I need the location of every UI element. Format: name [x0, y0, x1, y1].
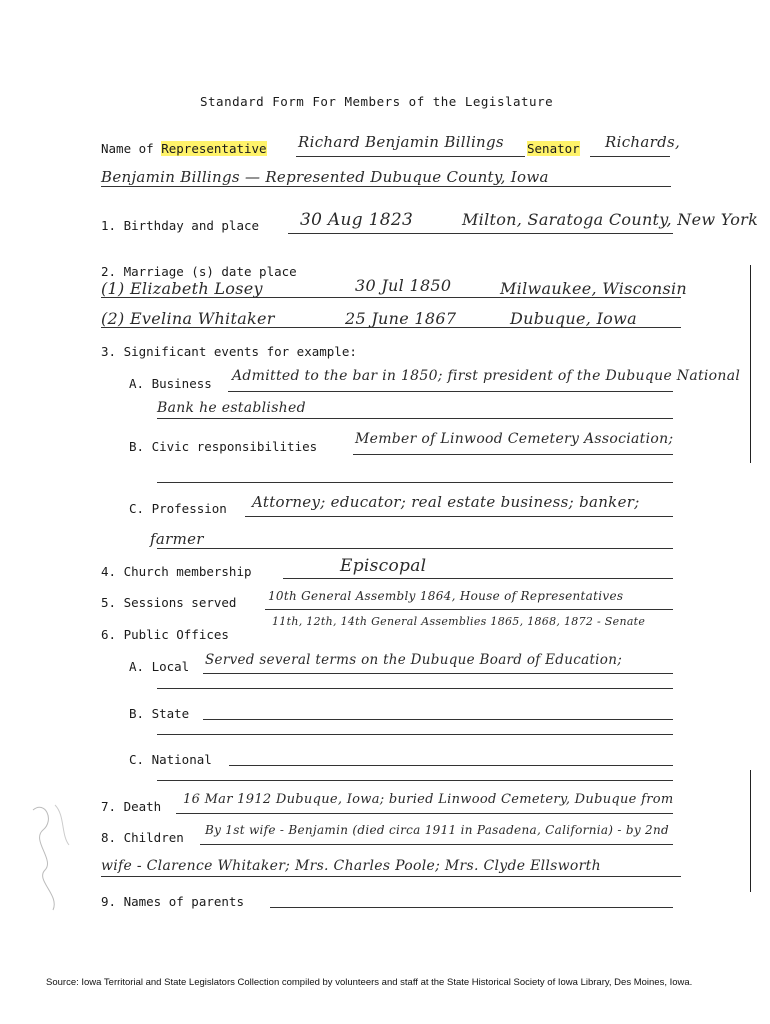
parents-label: 9. Names of parents	[101, 894, 244, 909]
name-underline-2	[101, 186, 671, 187]
marriage-1-place: Milwaukee, Wisconsin	[500, 279, 687, 298]
birthday-date: 30 Aug 1823	[300, 210, 414, 230]
parents-underline	[270, 907, 673, 908]
marriage-2-spouse: (2) Evelina Whitaker	[101, 309, 275, 328]
marriage-2-date: 25 June 1867	[345, 309, 457, 328]
profession-value-line1: Attorney; educator; real estate business; banker;	[252, 493, 640, 511]
local-label: A. Local	[129, 659, 190, 674]
marriage-1-date: 30 Jul 1850	[355, 276, 452, 295]
church-value: Episcopal	[340, 556, 427, 576]
margin-bar-top	[750, 265, 751, 463]
birthday-underline	[288, 233, 673, 234]
marriage-label: 2. Marriage (s) date place	[101, 264, 297, 279]
profession-label: C. Profession	[129, 501, 227, 516]
sessions-underline	[265, 609, 673, 610]
children-value-line1: By 1st wife - Benjamin (died circa 1911 in Pasadena, California) - by 2nd	[205, 823, 669, 837]
civic-value: Member of Linwood Cemetery Association;	[355, 431, 674, 447]
name-underline-1	[296, 156, 525, 157]
name-value-line1b: Richards,	[605, 133, 681, 151]
form-title: Standard Form For Members of the Legislature	[200, 94, 554, 109]
sessions-value-line1: 10th General Assembly 1864, House of Representatives	[268, 589, 624, 603]
business-value-line1: Admitted to the bar in 1850; first president of the Dubuque National	[232, 368, 741, 384]
civic-label: B. Civic responsibilities	[129, 439, 318, 454]
marriage-underline-1	[101, 297, 681, 298]
marriage-2-place: Dubuque, Iowa	[510, 309, 637, 328]
local-underline-2	[157, 688, 673, 689]
margin-bar-bottom	[750, 770, 751, 892]
sessions-value-line2: 11th, 12th, 14th General Assemblies 1865, 1868, 1872 - Senate	[272, 615, 646, 628]
birthday-label: 1. Birthday and place	[101, 218, 260, 233]
church-label: 4. Church membership	[101, 564, 252, 579]
profession-value-line2: farmer	[150, 530, 204, 548]
profession-underline-1	[245, 516, 673, 517]
name-underline-1b	[590, 156, 670, 157]
business-underline-1	[228, 391, 673, 392]
offices-label: 6. Public Offices	[101, 627, 229, 642]
children-label: 8. Children	[101, 830, 184, 845]
national-label: C. National	[129, 752, 212, 767]
birthday-place: Milton, Saratoga County, New York	[462, 210, 759, 229]
source-citation: Source: Iowa Territorial and State Legislators Collection compiled by volunteers and staff at the State Historical Society of Iowa Library, Des Moines, Iowa.	[46, 977, 693, 988]
state-underline-1	[203, 719, 673, 720]
name-label-prefix: Name of	[101, 141, 154, 156]
marriage-underline-2	[101, 327, 681, 328]
civic-underline-2	[157, 482, 673, 483]
church-underline	[283, 578, 673, 579]
business-value-line2: Bank he established	[157, 400, 306, 416]
state-label: B. State	[129, 706, 190, 721]
events-label: 3. Significant events for example:	[101, 344, 357, 359]
civic-underline-1	[353, 454, 673, 455]
local-underline-1	[203, 673, 673, 674]
national-underline-1	[229, 765, 673, 766]
margin-pencil-mark	[25, 790, 75, 920]
business-label: A. Business	[129, 376, 212, 391]
marriage-1-spouse: (1) Elizabeth Losey	[101, 279, 263, 298]
state-underline-2	[157, 734, 673, 735]
sessions-label: 5. Sessions served	[101, 595, 237, 610]
children-underline-1	[200, 844, 673, 845]
national-underline-2	[157, 780, 673, 781]
children-value-line2: wife - Clarence Whitaker; Mrs. Charles Poole; Mrs. Clyde Ellsworth	[101, 858, 601, 874]
representative-label: Representative	[161, 141, 267, 156]
profession-underline-2	[157, 548, 673, 549]
death-value: 16 Mar 1912 Dubuque, Iowa; buried Linwood Cemetery, Dubuque from	[183, 792, 674, 807]
name-label	[101, 141, 267, 156]
local-value: Served several terms on the Dubuque Board of Education;	[205, 652, 623, 668]
senator-label: Senator	[527, 141, 580, 156]
children-underline-2	[101, 876, 681, 877]
death-underline	[176, 813, 673, 814]
name-value-line2: Benjamin Billings — Represented Dubuque County, Iowa	[101, 168, 549, 186]
death-label: 7. Death	[101, 799, 162, 814]
business-underline-2	[157, 418, 673, 419]
name-value-line1: Richard Benjamin Billings	[298, 133, 504, 151]
